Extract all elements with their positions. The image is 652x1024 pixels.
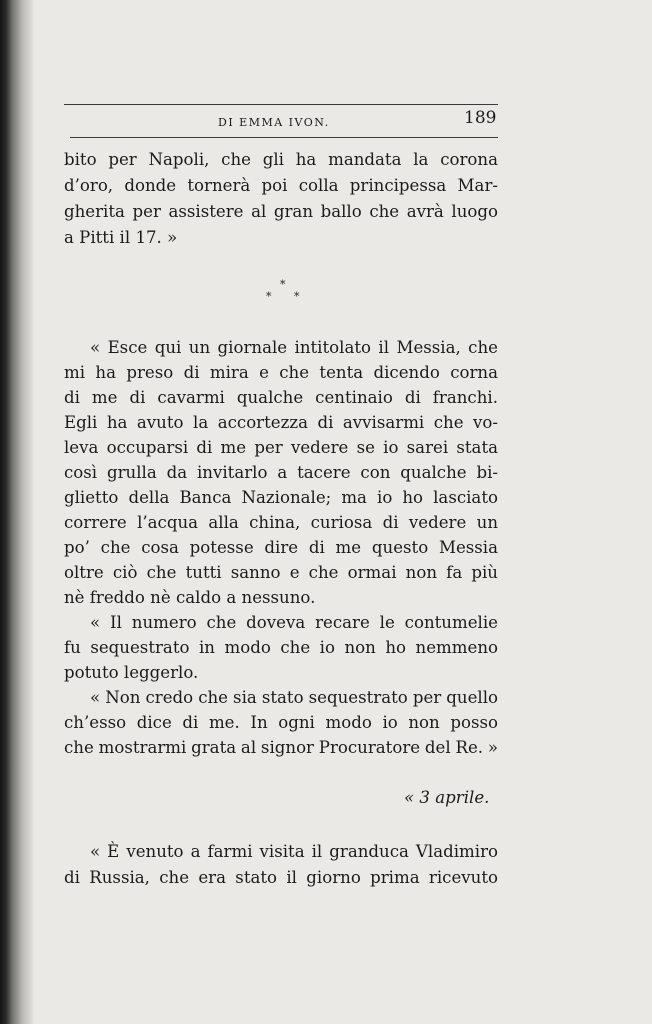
text-line-content: di me di cavarmi qualche centinaio di franchi. [64,388,498,407]
text-line-content: « È venuto a farmi visita il granduca Vladimiro [90,842,498,861]
text-line-content: « Esce qui un giornale intitolato il Messia, che [90,338,498,357]
asterism-star: * [280,278,286,291]
running-title: DI EMMA IVON. [218,116,330,129]
text-line-content: bito per Napoli, che gli ha mandata la corona [64,150,498,169]
text-line-content: fu sequestrato in modo che io non ho nemmeno [64,638,498,657]
text-line-content: « Il numero che doveva recare le contumelie [90,613,498,632]
dateline: « 3 aprile. [404,788,490,807]
text-line-content: potuto leggerlo. [64,663,199,682]
text-line-content: leva occuparsi di me per vedere se io sarei stata [64,438,498,457]
text-line-content: po’ che cosa potesse dire di me questo Messia [64,538,498,557]
text-line-content: oltre ciò che tutti sanno e che ormai non fa più [64,563,498,582]
text-line-content: glietto della Banca Nazionale; ma io ho lasciato [64,488,498,507]
text-line-content: Egli ha avuto la accortezza di avvisarmi che vo- [64,413,498,432]
book-binding-shadow [0,0,34,1024]
text-line-content: d’oro, donde tornerà poi colla principessa Mar- [64,176,498,195]
text-line-content: di Russia, che era stato il giorno prima ricevuto [64,868,498,887]
page-number: 189 [464,108,497,128]
text-line-content: nè freddo nè caldo a nessuno. [64,588,316,607]
header-rule-bottom [70,137,498,138]
text-line-content: a Pitti il 17. » [64,228,178,247]
asterism-star: * [294,290,300,303]
asterism-star: * [266,290,272,303]
text-line-content: correre l’acqua alla china, curiosa di vedere un [64,513,498,532]
header-rule-top [64,104,498,105]
text-line-content: ch’esso dice di me. In ogni modo io non posso [64,713,498,732]
text-line-content: che mostrarmi grata al signor Procuratore del Re. » [64,738,498,757]
section-break-asterism [262,278,310,308]
text-line-content: « Non credo che sia stato sequestrato per quello [90,688,498,707]
text-line-content: gherita per assistere al gran ballo che avrà luogo [64,202,498,221]
text-line-content: mi ha preso di mira e che tenta dicendo corna [64,363,498,382]
text-line-content: così grulla da invitarlo a tacere con qualche bi- [64,463,498,482]
